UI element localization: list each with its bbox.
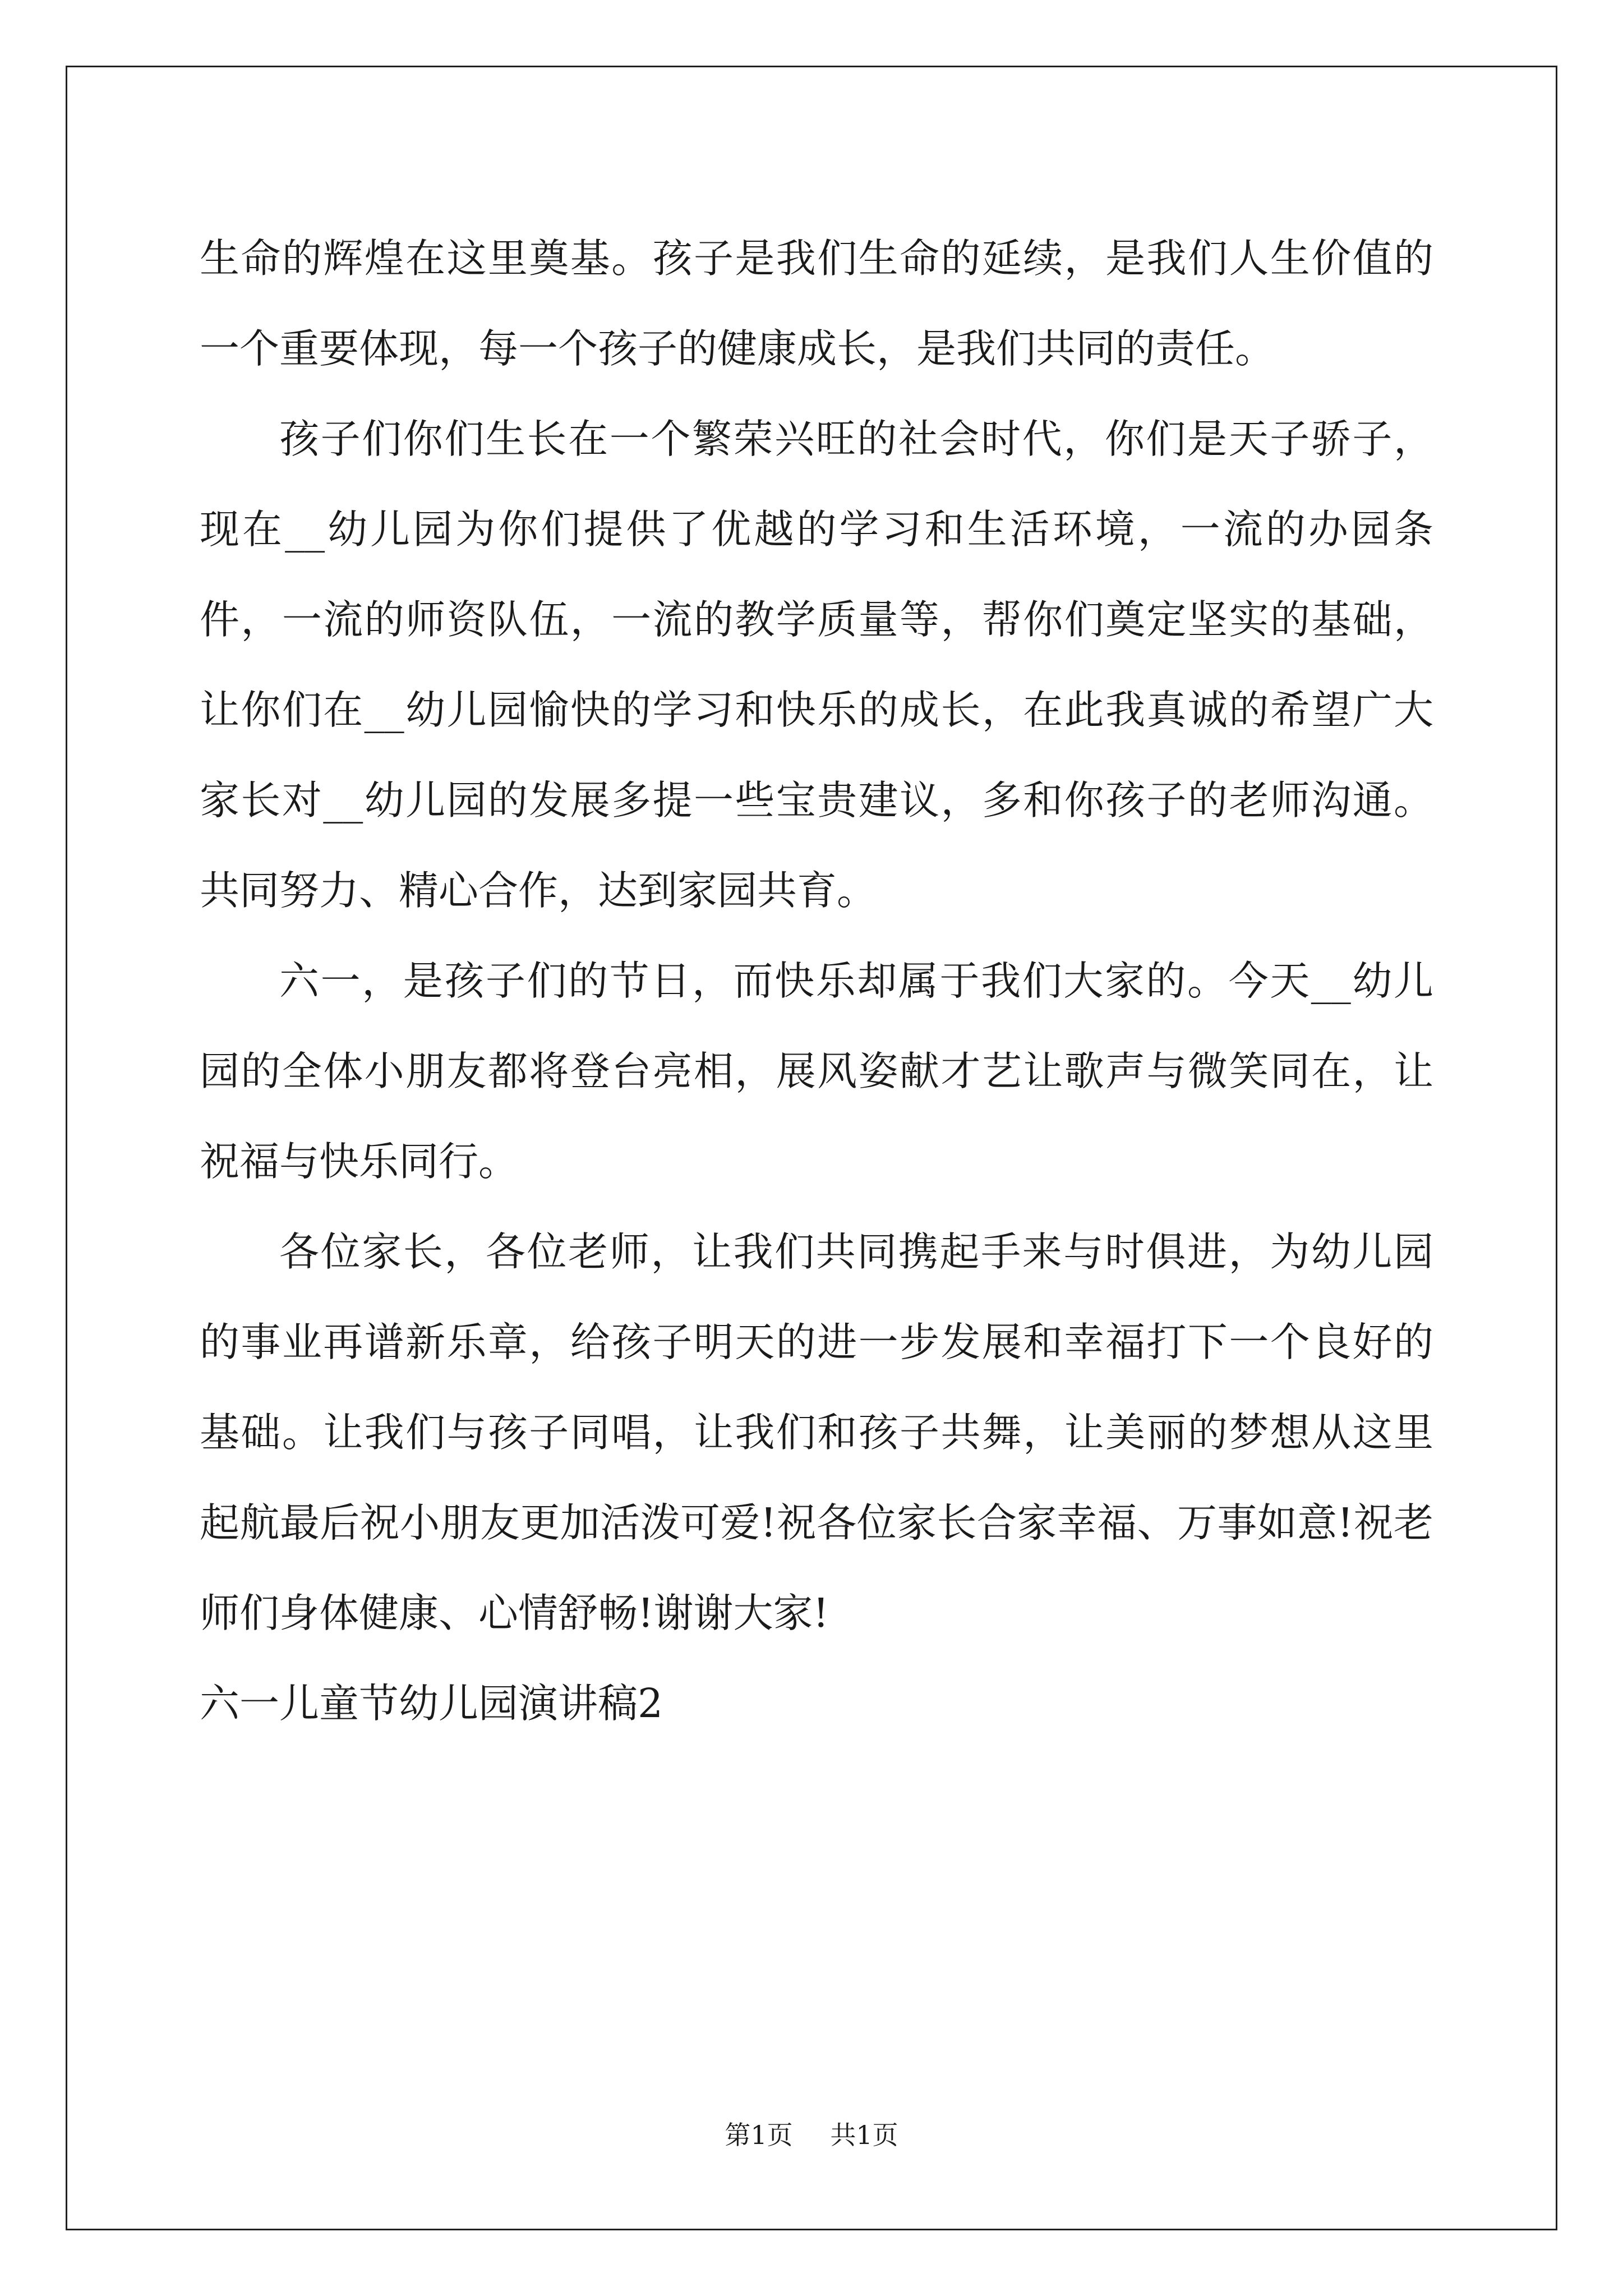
section-title: 六一儿童节幼儿园演讲稿2 — [200, 1680, 663, 1727]
paragraph-3: 六一，是孩子们的节日，而快乐却属于我们大家的。今天__幼儿园的全体小朋友都将登台亮相，展风姿献才艺让歌声与微笑同在，让祝福与快乐同行。 — [200, 958, 1433, 1185]
page-total: 共1页 — [830, 2120, 898, 2150]
paragraph-4: 各位家长，各位老师，让我们共同携起手来与时俱进，为幼儿园的事业再谱新乐章，给孩子明天的进一步发展和幸福打下一个良好的基础。让我们与孩子同唱，让我们和孩子共舞，让美丽的梦想从这里起航最后祝小朋友更加活泼可爱!祝各位家长合家幸福、万事如意!祝老师们身体健康、心情舒畅!谢谢大家! — [200, 1228, 1433, 1636]
page-number: 第1页 — [725, 2120, 793, 2150]
document-body — [200, 213, 1433, 1749]
paragraph-2: 孩子们你们生长在一个繁荣兴旺的社会时代，你们是天子骄子，现在__幼儿园为你们提供了优越的学习和生活环境，一流的办园条件，一流的师资队伍，一流的教学质量等，帮你们奠定坚实的基础，让你们在__幼儿园愉快的学习和快乐的成长，在此我真诚的希望广大家长对__幼儿园的发展多提一些宝贵建议，多和你孩子的老师沟通。共同努力、精心合作，达到家园共育。 — [200, 416, 1433, 914]
page-footer — [0, 2118, 1623, 2152]
paragraph-1: 生命的辉煌在这里奠基。孩子是我们生命的延续，是我们人生价值的一个重要体现，每一个孩子的健康成长，是我们共同的责任。 — [200, 235, 1433, 372]
